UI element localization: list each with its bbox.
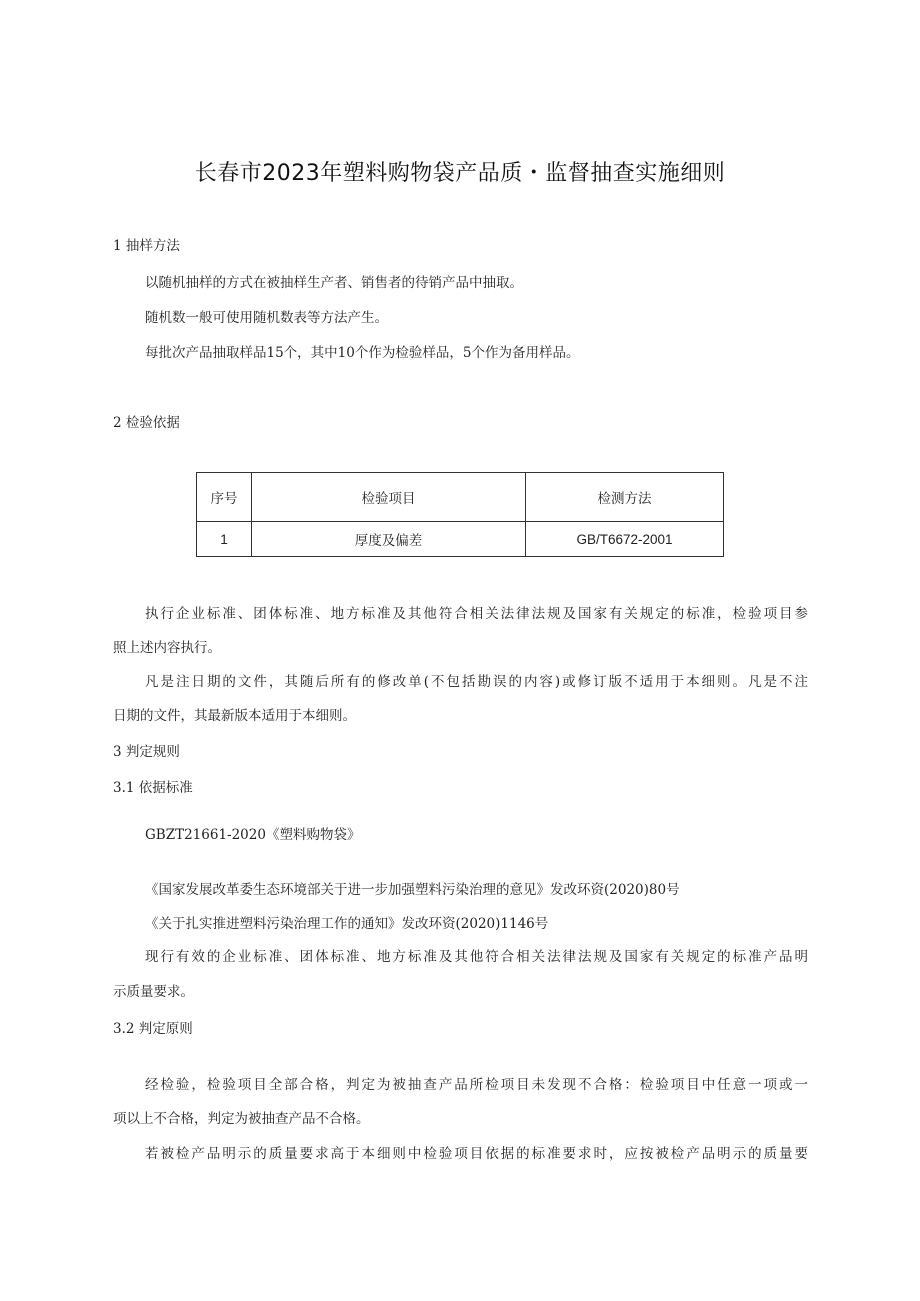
- section-1-heading: 1 抽样方法: [113, 238, 180, 254]
- table-header-cell: 序号: [197, 473, 252, 522]
- table-header-cell: 检测方法: [526, 473, 724, 522]
- section-2-heading: 2 检验依据: [113, 415, 180, 431]
- section-3-1-heading: 3.1 依据标准: [113, 780, 193, 796]
- section-2-paragraph-2-line-1: 凡是注日期的文件，其随后所有的修改单(不包括勘误的内容)或修订版不适用于本细则。凡是不注: [145, 674, 808, 690]
- section-1-paragraph-1: 以随机抽样的方式在被抽样生产者、销售者的待销产品中抽取。: [145, 275, 523, 291]
- standard-reference-3: 《关于扎实推进塑料污染治理工作的通知》发改环资(2020)1146号: [145, 916, 549, 932]
- inspection-table: [196, 472, 724, 557]
- table-header-cell: 检验项目: [252, 473, 526, 522]
- section-3-1-paragraph-line-2: 示质量要求。: [113, 984, 194, 1000]
- section-3-2-paragraph-1-line-2: 项以上不合格，判定为被抽查产品不合格。: [113, 1111, 370, 1127]
- page-title: 长春市2023年塑料购物袋产品质・监督抽查实施细则: [194, 161, 726, 186]
- standard-reference-2: 《国家发展改革委生态环境部关于进一步加强塑料污染治理的意见》发改环资(2020)80号: [145, 882, 680, 898]
- section-3-2-heading: 3.2 判定原则: [113, 1021, 193, 1037]
- table-cell: GB/T6672-2001: [526, 522, 724, 557]
- table-row: [197, 522, 724, 557]
- section-1-paragraph-2: 随机数一般可使用随机数表等方法产生。: [145, 310, 388, 326]
- section-3-2-paragraph-2-line-1: 若被检产品明示的质量要求高于本细则中检验项目依据的标准要求时，应按被检产品明示的质量要: [145, 1146, 808, 1162]
- table-header-row: [197, 473, 724, 522]
- section-2-paragraph-1-line-1: 执行企业标准、团体标准、地方标准及其他符合相关法律法规及国家有关规定的标准，检验项目参: [145, 606, 808, 622]
- table-cell: 厚度及偏差: [252, 522, 526, 557]
- table-cell: 1: [197, 522, 252, 557]
- section-3-2-paragraph-1-line-1: 经检验，检验项目全部合格，判定为被抽查产品所检项目未发现不合格：检验项目中任意一项或一: [145, 1077, 808, 1093]
- section-2-paragraph-1-line-2: 照上述内容执行。: [113, 640, 221, 656]
- section-2-paragraph-2-line-2: 日期的文件，其最新版本适用于本细则。: [113, 708, 356, 724]
- section-1-paragraph-3: 每批次产品抽取样品15个，其中10个作为检验样品，5个作为备用样品。: [145, 345, 580, 361]
- section-3-1-paragraph-line-1: 现行有效的企业标准、团体标准、地方标准及其他符合相关法律法规及国家有关规定的标准产品明: [145, 949, 808, 965]
- section-3-heading: 3 判定规则: [113, 744, 180, 760]
- standard-reference-1: GBZT21661-2020《塑料购物袋》: [145, 827, 361, 843]
